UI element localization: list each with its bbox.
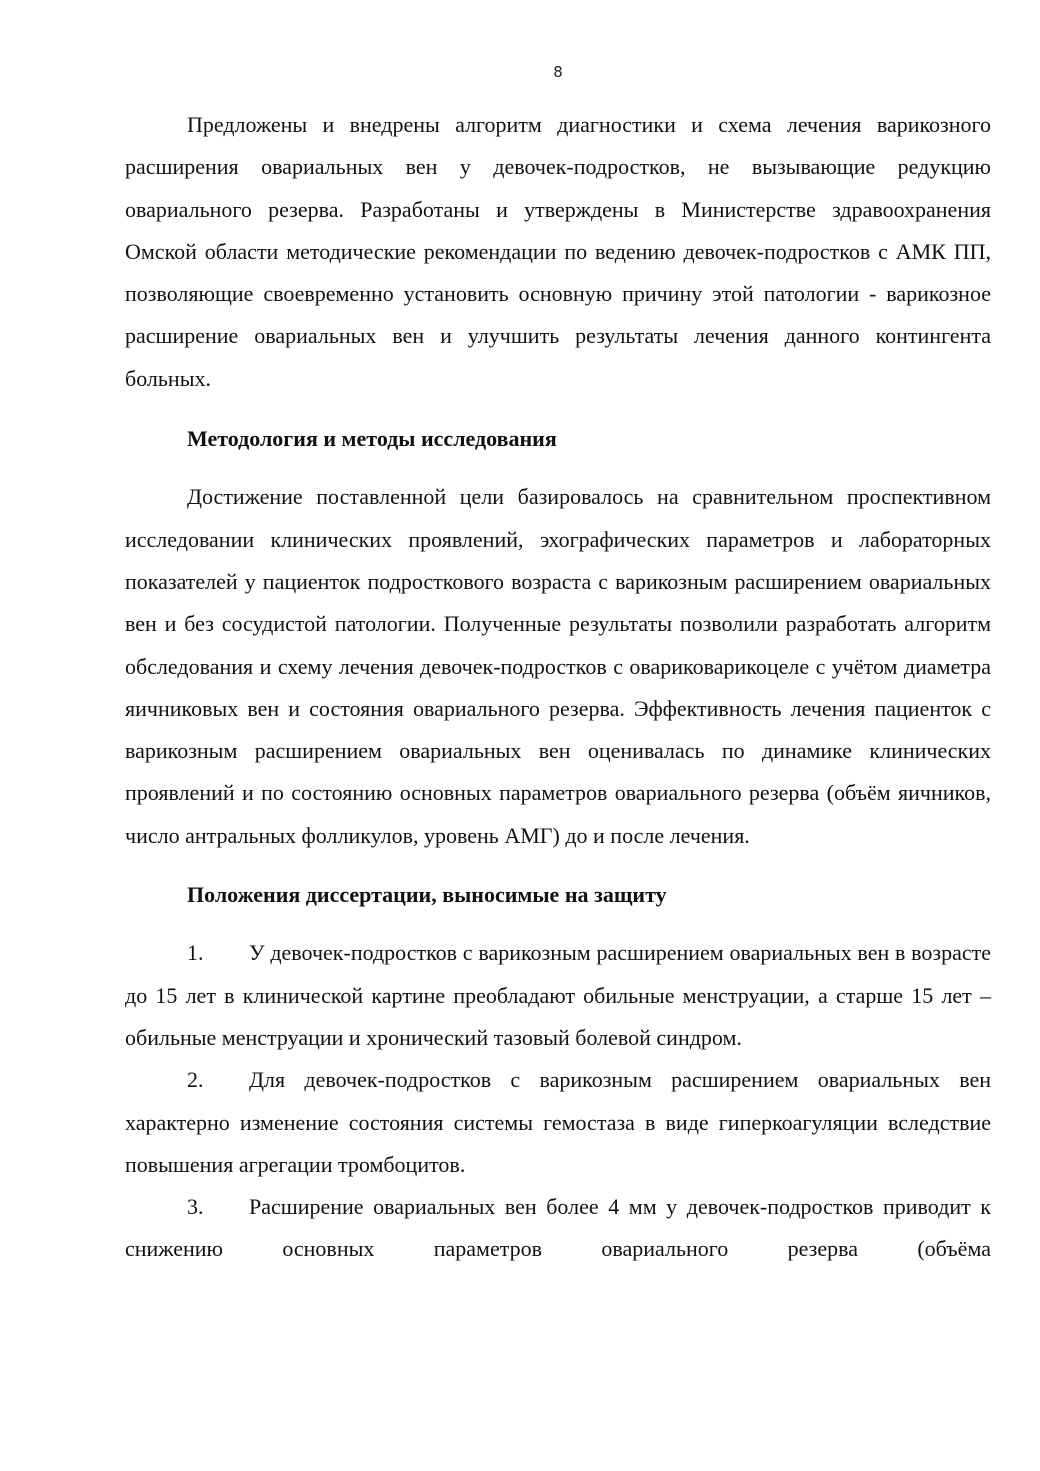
- thesis-text: У девочек-подростков с варикозным расширением овариальных вен в возрасте до 15 лет в клинической картине преобладают обильные менструации, а старше 15 лет – обильные менструации и хронический тазовый болевой синдром.: [125, 940, 991, 1050]
- methodology-paragraph: Достижение поставленной цели базировалось на сравнительном проспективном исследовании клинических проявлений, эхографических параметров и лабораторных показателей у пациенток подросткового возраста с варикозным расширением овариальных вен и без сосудистой патологии. Полученные результаты позволили разработать алгоритм обследования и схему лечения девочек-подростков с овариковарикоцеле с учётом диаметра яичниковых вен и состояния овариального резерва. Эффективность лечения пациенток с варикозным расширением овариальных вен оценивалась по динамике клинических проявлений и по состоянию основных параметров овариального резерва (объём яичников, число антральных фолликулов, уровень АМГ) до и после лечения.: [125, 484, 991, 848]
- intro-paragraph: Предложены и внедрены алгоритм диагностики и схема лечения варикозного расширения овариальных вен у девочек-подростков, не вызывающие редукцию овариального резерва. Разработаны и утверждены в Министерстве здравоохранения Омской области методические рекомендации по ведению девочек-подростков с АМК ПП, позволяющие своевременно установить основную причину этой патологии - варикозное расширение овариальных вен и улучшить результаты лечения данного контингента больных.: [125, 112, 991, 391]
- document-body: [125, 104, 991, 1271]
- thesis-item-1: [125, 932, 991, 1059]
- thesis-text: Для девочек-подростков с варикозным расширением овариальных вен характерно изменение состояния системы гемостаза в виде гиперкоагуляции вследствие повышения агрегации тромбоцитов.: [125, 1067, 991, 1177]
- thesis-number: 2.: [187, 1067, 204, 1093]
- thesis-number: 1.: [187, 940, 204, 966]
- methodology-heading: Методология и методы исследования: [187, 426, 557, 452]
- thesis-text: Расширение овариальных вен более 4 мм у девочек-подростков приводит к снижению основных параметров овариального резерва (объёма: [125, 1194, 991, 1262]
- thesis-item-2: [125, 1059, 991, 1186]
- page-number: 8: [553, 63, 563, 81]
- thesis-item-3: [125, 1186, 991, 1271]
- theses-heading: Положения диссертации, выносимые на защиту: [187, 882, 667, 908]
- thesis-number: 3.: [187, 1194, 204, 1220]
